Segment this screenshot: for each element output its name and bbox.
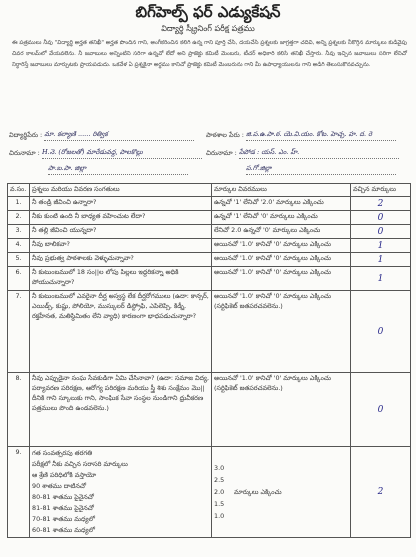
address-label: చిరునామా : — [9, 149, 40, 157]
row-marks: అయినచో '1.0' కానిచో '0' మార్కులు ఎక్కించు (సర్టిఫికెట్ జతపరచవలెను.) — [212, 373, 351, 447]
row-score[interactable]: 0 — [351, 225, 411, 239]
school-name-value: జి.ప.ఉ.పా.ఠ. యె.వి.యం. కోట. హెచ్చ. హ. ద. రె — [246, 130, 396, 141]
address-field — [9, 148, 202, 159]
row-marks: అయినచో '1.0' కానిచో '0' మార్కులు ఎక్కించు (సర్టిఫికెట్ జతపరచవలెను.) — [212, 291, 351, 373]
header-question: ప్రశ్నలు మరియు వివరణ సంగతులు — [30, 184, 212, 197]
table-row — [8, 211, 411, 225]
student-name-label: విద్యార్థిపేరు : — [9, 131, 43, 139]
row-serial: 6. — [8, 267, 30, 291]
marks-scale — [214, 462, 230, 522]
school-name-field — [206, 130, 396, 141]
address-line2 — [48, 164, 188, 175]
row-question: నీవు ఎప్పుడైనా సంఘ సేవకుడిగా ఏమి చేసినావా? (ఉదా: సమాజ విద్య, పర్యావరణ పరిరక్షణ, ఆరోగ్య పరిరక్షణ మరియు స్త్రీ శిశు సంక్షేమం మొ|| దీనికి గాని స్కూలుకు గాని, సాంఘిక సేవా సంస్థల నుండిగాని ధ్రువీకరణ పత్రములు పొంది ఉండవలెను.) — [30, 373, 212, 447]
table-row — [8, 239, 411, 253]
address2-field — [206, 148, 399, 159]
table-header-row — [8, 184, 411, 197]
row-score[interactable]: 0 — [351, 373, 411, 447]
row-serial: 7. — [8, 291, 30, 373]
instructions-paragraph: ఈ పత్రములు నీవు "విద్యార్థి అర్హత తనిఖీ" అర్హత పొందిన గాని, అంగీకరించిన కలిగి ఉన్న గాని పూర్తి చేసి, దయచేసి ప్రశ్నలకు జాగ్రత్తగా చదివి, అన్ని ప్రశ్నలకు నీకొగ్గిన మార్కులు కుడివైపు చివర కాలమ్‌లో వేయవలెను. నీ జవాబులు అన్నింటిని సరిగా ఉన్నవో లేదో అని ప్రాజెక్టు కమిటీ మెంబరు, టీచర్ అధికారి కలిసి తనిఖీ చేస్తారు. నీవు ఇచ్చిన జవాబులు సరిగా లేనిచో నిర్ధారిస్తే జవాబులు మార్చుటకు ప్రాయపడుదు. ఒకవేళ ఏ ప్రశ్నకైనా అర్థము కానిచో ప్రాజెక్టు కమిటీ మెంబరును గాని మీ ఉపాధ్యాయులను గాని అడిగి తెలుసుకొనవచ్చును. — [12, 40, 407, 68]
grade-line: 90 శాతము దాటినచో — [32, 482, 86, 490]
page-title: బిగ్‌హెల్ప్ ఫర్ ఎడ్యుకేషన్ — [135, 3, 281, 21]
row-marks: అయినచో '1.0' కానిచో '0' మార్కులు ఎక్కించు — [212, 253, 351, 267]
scale-value: 2.5 — [214, 476, 225, 484]
scale-value: 3.0 — [214, 464, 225, 472]
page-subtitle: విద్యార్థి స్క్రీనింగ్ పరీక్ష పత్రము — [161, 24, 255, 33]
row-marks-scale — [212, 447, 351, 538]
table-row — [8, 253, 411, 267]
student-name-field — [9, 130, 194, 141]
school-name-label: పాఠశాల పేరు : — [206, 131, 244, 139]
address-value: H.నె. (రోజలతో) మారేడువద్ద, పాలకొల్లు — [42, 148, 202, 159]
screening-table — [7, 183, 411, 538]
row-serial: 2. — [8, 211, 30, 225]
grade-line: 70-81 శాతము మధ్యలో — [32, 515, 95, 523]
table-row — [8, 373, 411, 447]
row-question-grade-ranges — [30, 447, 212, 538]
row-serial: 8. — [8, 373, 30, 447]
table-row — [8, 197, 411, 211]
row-score[interactable]: 1 — [351, 239, 411, 253]
scale-value: 2.0 — [214, 488, 225, 496]
row-question: నీ తల్లి జీవించి యున్నదా? — [30, 225, 212, 239]
marks-note: మార్కులు ఎక్కించు — [234, 488, 282, 496]
address-line2-value: పా.బ.పా. జిల్లా — [48, 164, 188, 175]
row-score[interactable]: 0 — [351, 291, 411, 373]
address2-label: చిరునామా : — [206, 149, 237, 157]
row-marks: ఉన్నచో '1' లేనిచో '2.0' మార్కులు ఎక్కించు — [212, 197, 351, 211]
row-marks: లేనిచో 2.0 ఉన్నచో '0' మార్కులు ఎక్కించు — [212, 225, 351, 239]
grade-line: 81-81 శాతము పైనైనచో — [32, 504, 94, 512]
header-score: వచ్చిన మార్కులు — [351, 184, 411, 197]
scale-value: 1.5 — [214, 500, 225, 508]
row-serial: 9. — [8, 447, 30, 538]
row-score[interactable]: 1 — [351, 253, 411, 267]
row-marks: అయినచో '1.0' కానిచో '0' మార్కులు ఎక్కించు — [212, 267, 351, 291]
table-row — [8, 225, 411, 239]
row-serial: 5. — [8, 253, 30, 267]
row-question: నీ కుటుంబములో 18 సం||ల లోపు పిల్లలు ఇద్దరికన్నా అధికి పోయుచున్నారా? — [30, 267, 212, 291]
address2-value: పేపోడ : యస్. ఎం. హ్. — [239, 148, 399, 159]
table-row — [8, 447, 411, 538]
grade-line: గత సంవత్సరపు తరగతి — [32, 449, 93, 457]
grade-line: పరీక్షలో నీకు వచ్చిన సరాసరి మార్కులు — [32, 460, 128, 468]
row-question: నీ కుటుంబములో ఎవరైనా దీర్ఘ అస్వస్థ లేక దీర్ఘరోగములు (ఉదా: కాన్సర్, ఎయిడ్స్, కుష్టు, పోలియో, ముస్కులర్ డిస్ట్రోఫి, ఎపిలెప్సి, కిడ్నీ, రక్తహీనత, మతిస్థిమితం లేని వ్యాధి) కారణంగా భాధపడుచున్నారా? — [30, 291, 212, 373]
header-marks: మార్కుల వివరములు — [212, 184, 351, 197]
row-score[interactable]: 2 — [351, 447, 411, 538]
row-serial: 4. — [8, 239, 30, 253]
row-score[interactable]: 1 — [351, 267, 411, 291]
address2-line2 — [246, 164, 396, 175]
header-serial: వ.సం. — [8, 184, 30, 197]
row-question: నీకు కుంటి ఉంది నీ బాధ్యత వహించుట లేదా? — [30, 211, 212, 225]
table-row — [8, 267, 411, 291]
table-row — [8, 291, 411, 373]
student-name-value: మా. కల్యాణి ...... రిత్విక — [44, 130, 194, 141]
row-question: నీవు బాలికవా? — [30, 239, 212, 253]
row-score[interactable]: 0 — [351, 211, 411, 225]
row-marks: అయినచో '1.0' కానిచో '0' మార్కులు ఎక్కించు — [212, 239, 351, 253]
grade-line: 80-81 శాతము పైనైనచో — [32, 493, 94, 501]
row-marks: ఉన్నచో '1' లేనిచో '0' మార్కులు ఎక్కించు — [212, 211, 351, 225]
grade-line: 60-81 శాతము మధ్యలో — [32, 526, 95, 534]
row-question: నీ తండ్రి జీవించి ఉన్నారా? — [30, 197, 212, 211]
scale-value: 1.0 — [214, 512, 225, 520]
row-question: నీవు ప్రభుత్వ పాఠశాలకు వెళ్ళుచున్నావా? — [30, 253, 212, 267]
row-score[interactable]: 2 — [351, 197, 411, 211]
address2-line2-value: ప.గో.జిల్లా — [246, 164, 396, 175]
grade-line: ఆ శ్రేణి పరిధిలోకి వస్తాయో — [32, 471, 97, 479]
row-serial: 3. — [8, 225, 30, 239]
row-serial: 1. — [8, 197, 30, 211]
